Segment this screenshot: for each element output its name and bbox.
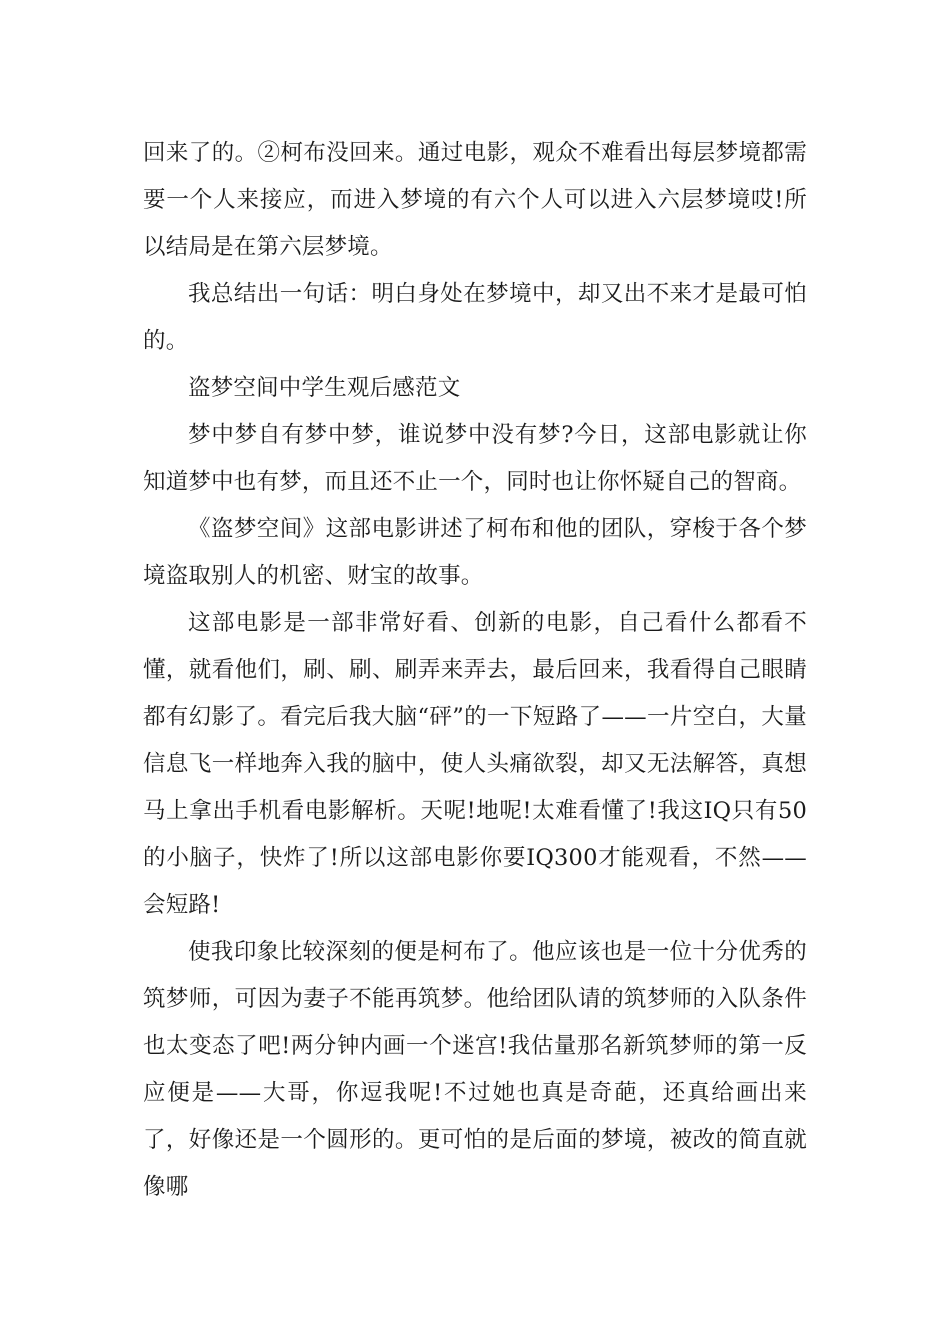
paragraph-character: 使我印象比较深刻的便是柯布了。他应该也是一位十分优秀的筑梦师，可因为妻子不能再筑梦。他给团队请的筑梦师的入队条件也太变态了吧!两分钟内画一个迷宫!我估量那名新筑梦师的第一反应便是——大哥，你逗我呢!不过她也真是奇葩，还真给画出来了，好像还是一个圆形的。更可怕的是后面的梦境，被改的简直就像哪 <box>143 939 807 1200</box>
paragraph-impression: 这部电影是一部非常好看、创新的电影，自己看什么都看不懂，就看他们，刷、刷、刷弄来弄去，最后回来，我看得自己眼睛都有幻影了。看完后我大脑“砰”的一下短路了——一片空白，大量信息飞一样地奔入我的脑中，使人头痛欲裂，却又无法解答，真想马上拿出手机看电影解析。天呢!地呢!太难看懂了!我这IQ只有50的小脑子，快炸了!所以这部电影你要IQ300才能观看，不然——会短路! <box>143 610 807 918</box>
paragraph-summary: 我总结出一句话：明白身处在梦境中，却又出不来才是最可怕的。 <box>143 281 807 354</box>
paragraph-plot: 《盗梦空间》这部电影讲述了柯布和他的团队，穿梭于各个梦境盗取别人的机密、财宝的故事。 <box>143 516 807 589</box>
paragraph-intro: 梦中梦自有梦中梦，谁说梦中没有梦?今日，这部电影就让你知道梦中也有梦，而且还不止一个，同时也让你怀疑自己的智商。 <box>143 422 807 495</box>
paragraph-continuation: 回来了的。②柯布没回来。通过电影，观众不难看出每层梦境都需要一个人来接应，而进入梦境的有六个人可以进入六层梦境哎!所以结局是在第六层梦境。 <box>143 140 807 260</box>
document-body <box>143 130 807 1211</box>
section-heading: 盗梦空间中学生观后感范文 <box>188 375 461 401</box>
